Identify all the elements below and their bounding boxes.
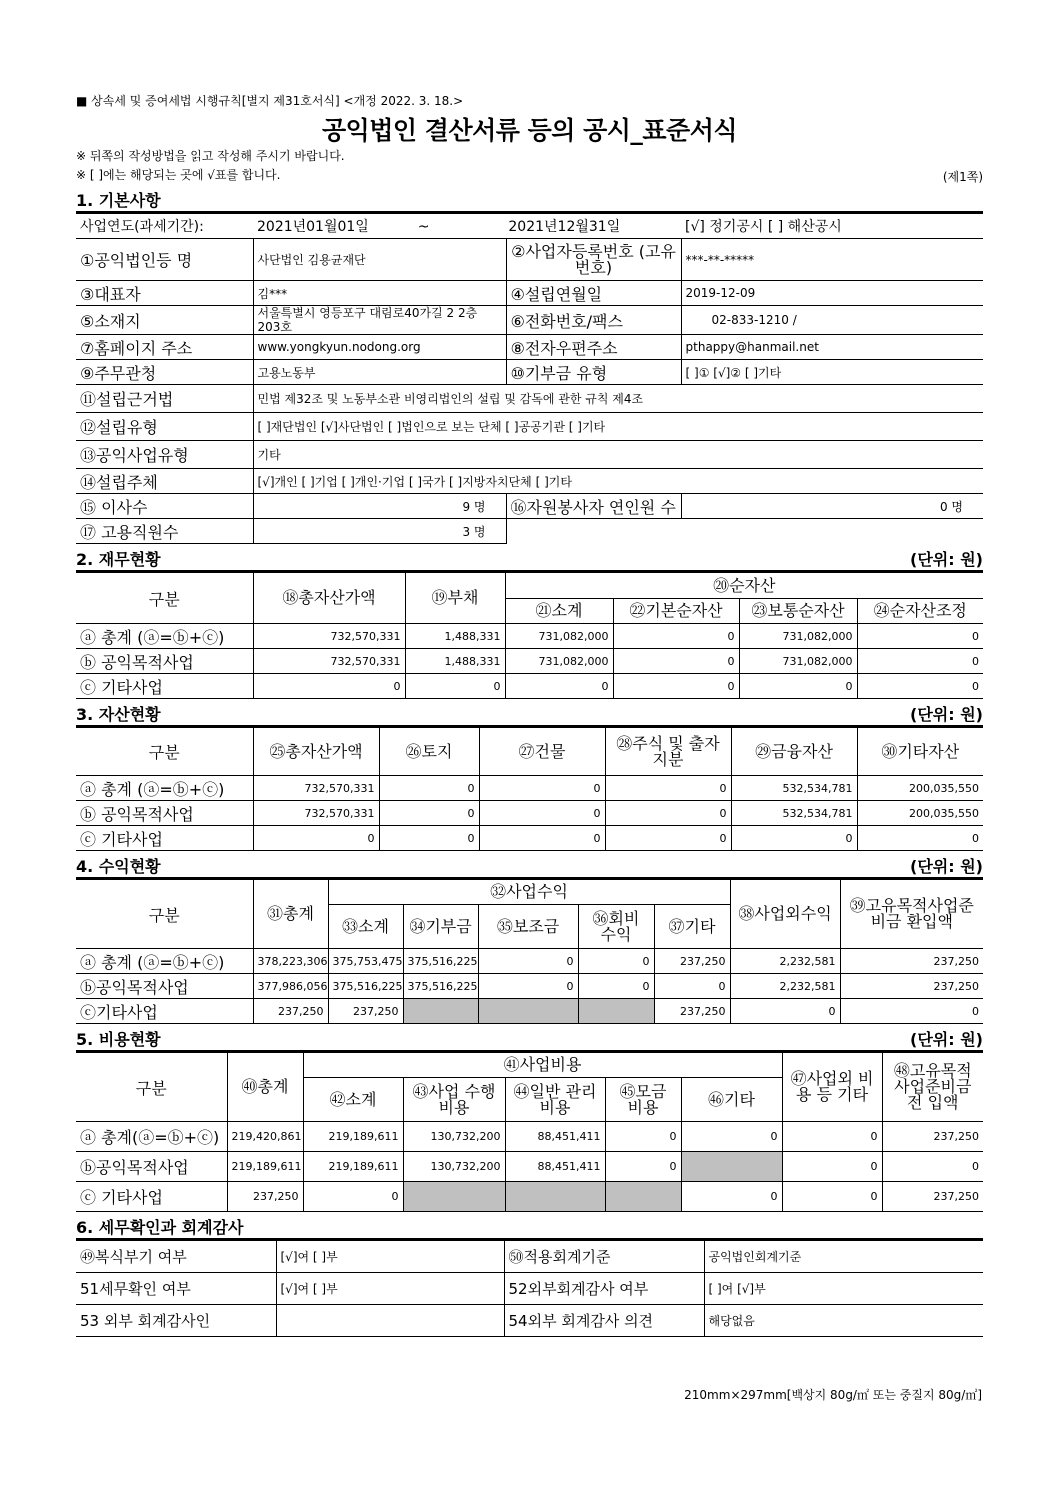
period-tilde: ~ [417,219,430,235]
cell: 237,250 [882,1122,983,1152]
opinion-label: 54외부 회계감사 의견 [504,1305,704,1337]
expense-header-reserve: ㊽고유목적 사업준비금전 입액 [882,1053,983,1122]
page-number: (제1쪽) [942,170,983,184]
revenue-header-reserve: ㊴고유목적사업준비금 환입액 [840,880,983,949]
revenue-header-nonbiz: ㊳사업외수익 [730,880,840,949]
finance-header-net-assets: ⑳순자산 [505,573,983,599]
section-revenue-title: 4. 수익현황 (단위: 원) [76,851,983,879]
table-row [76,949,983,974]
ministry-value: 고용노동부 [253,360,506,385]
cell: 0 [857,674,983,699]
standard-label: ㊿적용회계기준 [504,1241,704,1273]
finance-table [76,572,983,699]
section-basic-title: 1. 기본사항 [76,185,983,213]
homepage-label: ⑦홈페이지 주소 [76,335,253,360]
cell: 0 [379,776,479,801]
expense-header-biz: ㊶사업비용 [303,1053,782,1078]
assets-header-land: ㉖토지 [379,728,479,776]
table-row [76,801,983,826]
shaded-cell [605,1182,681,1212]
cell: 0 [857,826,983,851]
table-row [76,649,983,674]
cell: 0 [605,826,731,851]
assets-header-stock: ㉘주식 및 출자지분 [605,728,731,776]
bizno-value: ***-**-***** [681,239,983,281]
cell: 0 [739,674,857,699]
table-row [76,1152,983,1182]
cell: 732,570,331 [253,624,405,649]
volunteers-value: 0 명 [681,494,983,519]
revenue-header-biz: ㉜사업수익 [328,880,730,905]
founder-label: ⑭설립주체 [76,469,253,494]
finance-header-basic-net: ㉒기본순자산 [613,599,739,624]
page-title: 공익법인 결산서류 등의 공시_표준서식 [321,116,737,145]
address-label: ⑤소재지 [76,306,253,335]
expense-header-fundraise: ㊺모금 비용 [605,1078,681,1122]
employees-label: ⑰ 고용직원수 [76,519,253,544]
cell: 237,250 [253,999,328,1024]
cell: 1,488,331 [405,624,505,649]
finance-header-liabilities: ⑲부채 [405,573,505,624]
donation-type-value: [ ]① [√]② [ ]기타 [681,360,983,385]
cell: 732,570,331 [253,649,405,674]
cell: 375,516,225 [328,974,403,999]
expense-header-admin: ㊹일반 관리비용 [505,1078,605,1122]
cell: 0 [379,826,479,851]
cell: 2,232,581 [730,974,840,999]
employees-value: 3 명 [253,519,506,544]
cell: 237,250 [840,949,983,974]
assets-table [76,727,983,851]
disclosure-type: [√] 정기공시 [ ] 해산공시 [681,214,983,239]
volunteers-label: ⑯자원봉사자 연인원 수 [506,494,681,519]
period-end: 2021년12월31일 [508,219,621,235]
expense-header-total: ㊵총계 [227,1053,303,1122]
table-row [76,776,983,801]
section-audit-title: 6. 세무확인과 회계감사 [76,1212,983,1240]
cell: 0 [613,624,739,649]
shaded-cell [681,1152,782,1182]
table-row [76,674,983,699]
cell: 0 [882,1152,983,1182]
finance-header-ordinary-net: ㉓보통순자산 [739,599,857,624]
cell: 732,570,331 [253,801,379,826]
cell: 0 [654,974,730,999]
bookkeeping-value: [√]여 [ ]부 [276,1241,504,1273]
cell: 0 [857,624,983,649]
law-reference: ■ 상속세 및 증여세법 시행규칙[별지 제31호서식] <개정 2022. 3. 18.> [76,94,464,108]
assets-header-building: ㉗건물 [479,728,605,776]
cell: 731,082,000 [739,624,857,649]
row-label: ⓒ 기타사업 [76,674,253,699]
founding-type-label: ⑫설립유형 [76,413,253,441]
assets-header-total: ㉕총자산가액 [253,728,379,776]
cell: 731,082,000 [739,649,857,674]
row-label: ⓐ 총계 (ⓐ=ⓑ+ⓒ) [76,776,253,801]
audit-table [76,1240,983,1337]
revenue-header-subtotal: ㉝소계 [328,905,403,949]
cell: 1,488,331 [405,649,505,674]
cell: 0 [253,826,379,851]
founding-type-value: [ ]재단법인 [√]사단법인 [ ]법인으로 보는 단체 [ ]공공기관 [ ]기타 [253,413,983,441]
cell: 375,516,225 [403,974,478,999]
row-label: ⓑ 공익목적사업 [76,649,253,674]
cell: 130,732,200 [403,1122,505,1152]
phone-value: 02-833-1210 / [681,306,983,335]
cell: 0 [405,674,505,699]
email-label: ⑧전자우편주소 [506,335,681,360]
cell: 731,082,000 [505,649,613,674]
section-finance-title: 2. 재무현황 (단위: 원) [76,544,983,572]
basic-info-table [76,213,983,544]
bizno-label: ②사업자등록번호 (고유번호) [506,239,681,281]
cell: 237,250 [882,1182,983,1212]
homepage-value: www.yongkyun.nodong.org [253,335,506,360]
cell: 2,232,581 [730,949,840,974]
cell: 0 [857,649,983,674]
row-label: ⓑ공익목적사업 [76,974,253,999]
revenue-header-donation: ㉞기부금 [403,905,478,949]
assets-header-financial: ㉙금융자산 [731,728,857,776]
assets-unit: (단위: 원) [910,705,983,724]
finance-header-adjust-net: ㉔순자산조정 [857,599,983,624]
tax-check-value: [√]여 [ ]부 [276,1273,504,1305]
cell: 0 [605,801,731,826]
bookkeeping-label: ㊾복식부기 여부 [76,1241,276,1273]
shaded-cell [403,999,478,1024]
cell: 0 [605,1122,681,1152]
biz-type-value: 기타 [253,441,983,469]
cell: 375,516,225 [403,949,478,974]
row-label: ⓐ 총계 (ⓐ=ⓑ+ⓒ) [76,624,253,649]
corp-name-value: 사단법인 김용균재단 [253,239,506,281]
standard-value: 공익법인회계기준 [704,1241,983,1273]
cell: 0 [730,999,840,1024]
founded-label: ④설립연월일 [506,281,681,306]
shaded-cell [578,999,654,1024]
revenue-unit: (단위: 원) [910,857,983,876]
cell: 732,570,331 [253,776,379,801]
cell: 0 [681,1182,782,1212]
cell: 0 [478,974,578,999]
finance-unit: (단위: 원) [910,550,983,569]
table-row [76,999,983,1024]
cell: 219,189,611 [227,1152,303,1182]
ext-audit-value: [ ]여 [√]부 [704,1273,983,1305]
cell: 0 [782,1152,882,1182]
legal-basis-label: ⑪설립근거법 [76,385,253,413]
cell: 0 [479,801,605,826]
revenue-header-total: ㉛총계 [253,880,328,949]
cell: 237,250 [328,999,403,1024]
cell: 532,534,781 [731,801,857,826]
finance-header-category: 구분 [76,573,253,624]
expense-header-other: ㊻기타 [681,1078,782,1122]
directors-value: 9 명 [253,494,506,519]
cell: 237,250 [654,999,730,1024]
donation-type-label: ⑩기부금 유형 [506,360,681,385]
table-row [76,624,983,649]
cell: 237,250 [654,949,730,974]
shaded-cell [505,1182,605,1212]
row-label: ⓒ 기타사업 [76,1182,227,1212]
revenue-header-other: ㊲기타 [654,905,730,949]
ext-audit-label: 52외부회계감사 여부 [504,1273,704,1305]
table-row [76,1182,983,1212]
cell: 0 [613,674,739,699]
revenue-table [76,879,983,1024]
cell: 237,250 [840,974,983,999]
expense-table [76,1052,983,1212]
cell: 0 [379,801,479,826]
cell: 378,223,306 [253,949,328,974]
cell: 219,420,861 [227,1122,303,1152]
founded-value: 2019-12-09 [681,281,983,306]
form-page [76,92,983,1337]
directors-label: ⑮ 이사수 [76,494,253,519]
table-row [76,1122,983,1152]
row-label: ⓑ 공익목적사업 [76,801,253,826]
revenue-header-category: 구분 [76,880,253,949]
section-expense-title: 5. 비용현황 (단위: 원) [76,1024,983,1052]
assets-header-category: 구분 [76,728,253,776]
cell: 0 [782,1122,882,1152]
assets-header-other: ㉚기타자산 [857,728,983,776]
cell: 377,986,056 [253,974,328,999]
email-value: pthappy@hanmail.net [681,335,983,360]
cell: 0 [505,674,613,699]
row-label: ⓒ기타사업 [76,999,253,1024]
row-label: ⓒ 기타사업 [76,826,253,851]
instruction-note: ※ 뒤쪽의 작성방법을 읽고 작성해 주시기 바랍니다. [76,149,345,163]
row-label: ⓐ 총계 (ⓐ=ⓑ+ⓒ) [76,949,253,974]
table-row [76,974,983,999]
cell: 532,534,781 [731,776,857,801]
cell: 219,189,611 [303,1122,403,1152]
opinion-value: 해당없음 [704,1305,983,1337]
cell: 88,451,411 [505,1122,605,1152]
cell: 0 [605,1152,681,1182]
expense-unit: (단위: 원) [910,1030,983,1049]
cell: 0 [578,974,654,999]
cell: 0 [479,826,605,851]
founder-value: [√]개인 [ ]기업 [ ]개인·기업 [ ]국가 [ ]지방자치단체 [ ]기타 [253,469,983,494]
row-label: ⓑ공익목적사업 [76,1152,227,1182]
corp-name-label: ①공익법인등 명 [76,239,253,281]
expense-header-nonbiz: ㊼사업외 비용 등 기타 [782,1053,882,1122]
cell: 0 [605,776,731,801]
cell: 0 [578,949,654,974]
finance-header-subtotal: ㉑소계 [505,599,613,624]
rep-label: ③대표자 [76,281,253,306]
cell: 88,451,411 [505,1152,605,1182]
expense-header-exec: ㊸사업 수행비용 [403,1078,505,1122]
cell: 0 [840,999,983,1024]
expense-header-category: 구분 [76,1053,227,1122]
cell: 200,035,550 [857,801,983,826]
cell: 237,250 [227,1182,303,1212]
cell: 0 [681,1122,782,1152]
cell: 0 [613,649,739,674]
shaded-cell [478,999,578,1024]
cell: 0 [478,949,578,974]
legal-basis-value: 민법 제32조 및 노동부소관 비영리법인의 설립 및 감독에 관한 규칙 제4조 [253,385,983,413]
period-label: 사업연도(과세기간): [76,214,253,239]
cell: 0 [303,1182,403,1212]
paper-spec: 210mm×297mm[백상지 80g/㎡ 또는 중질지 80g/㎡] [684,1388,982,1402]
tax-check-label: 51세무확인 여부 [76,1273,276,1305]
address-value: 서울특별시 영등포구 대림로40가길 2 2층 203호 [253,306,506,335]
revenue-header-subsidy: ㉟보조금 [478,905,578,949]
auditor-label: 53 외부 회계감사인 [76,1305,276,1337]
row-label: ⓐ 총계(ⓐ=ⓑ+ⓒ) [76,1122,227,1152]
cell: 375,753,475 [328,949,403,974]
checkbox-note: ※ [ ]에는 해당되는 곳에 √표를 합니다. [76,168,281,182]
biz-type-label: ⑬공익사업유형 [76,441,253,469]
cell: 0 [479,776,605,801]
revenue-header-fee: ㊱회비 수익 [578,905,654,949]
finance-header-total-assets: ⑱총자산가액 [253,573,405,624]
cell: 130,732,200 [403,1152,505,1182]
cell: 0 [253,674,405,699]
cell: 0 [731,826,857,851]
period-start: 2021년01월01일 [257,219,369,235]
expense-header-subtotal: ㊷소계 [303,1078,403,1122]
shaded-cell [403,1182,505,1212]
cell: 0 [782,1182,882,1212]
table-row [76,826,983,851]
auditor-value [276,1305,504,1337]
cell: 731,082,000 [505,624,613,649]
cell: 200,035,550 [857,776,983,801]
rep-value: 김*** [253,281,506,306]
ministry-label: ⑨주무관청 [76,360,253,385]
cell: 219,189,611 [303,1152,403,1182]
phone-label: ⑥전화번호/팩스 [506,306,681,335]
section-assets-title: 3. 자산현황 (단위: 원) [76,699,983,727]
